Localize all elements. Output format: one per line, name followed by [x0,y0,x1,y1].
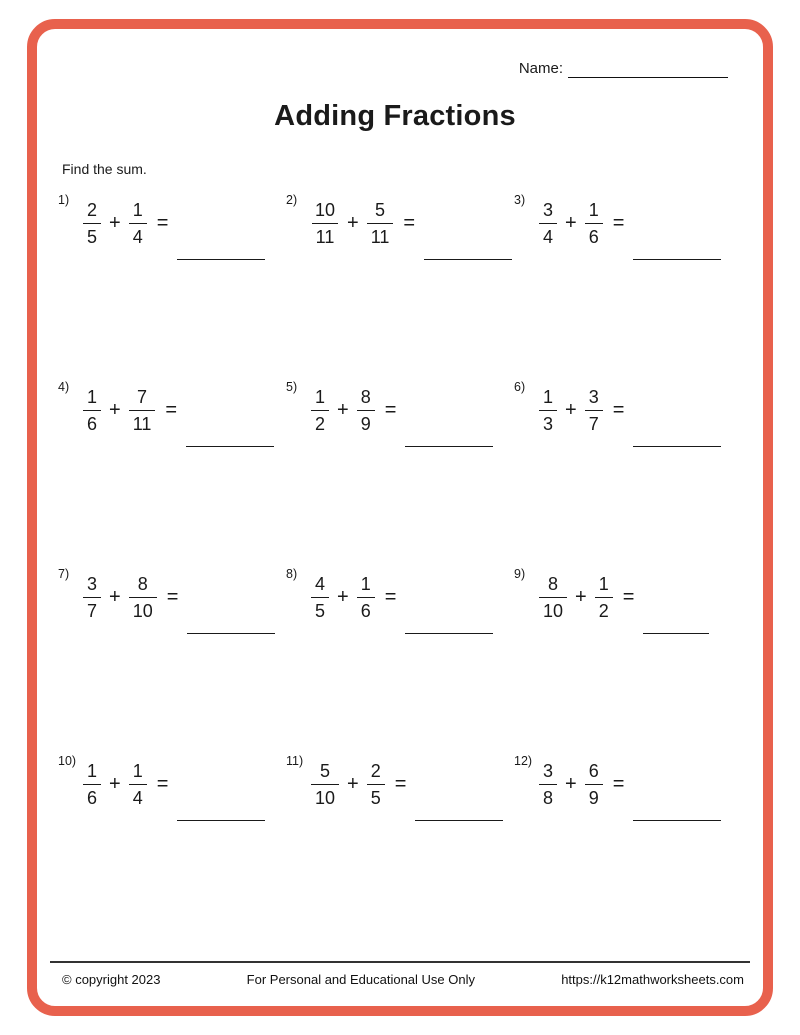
denominator: 2 [311,410,329,433]
fraction-1 [311,201,339,246]
denominator: 6 [83,784,101,807]
numerator: 1 [87,386,98,407]
answer-blank [633,259,721,260]
problem-4 [58,381,286,439]
numerator: 1 [132,760,143,781]
numerator: 1 [315,386,326,407]
problem-8 [286,568,514,626]
problem-11 [286,755,514,813]
problem-2 [286,194,514,252]
denominator: 5 [311,597,329,620]
problem-number: 3) [514,193,526,207]
numerator: 4 [315,573,326,594]
denominator: 5 [367,784,385,807]
numerator: 7 [137,386,148,407]
equals-sign: = [622,585,635,608]
fraction-1 [83,575,101,620]
denominator: 4 [129,223,147,246]
equals-sign: = [156,211,169,234]
answer-blank [177,820,265,821]
fraction-1 [539,575,567,620]
numerator: 5 [320,760,331,781]
denominator: 11 [312,223,339,246]
numerator: 1 [543,386,554,407]
denominator: 2 [595,597,613,620]
numerator: 5 [375,199,386,220]
denominator: 6 [83,410,101,433]
fraction-2 [357,388,375,433]
answer-blank [424,259,512,260]
plus-sign: + [565,211,577,234]
plus-sign: + [347,772,359,795]
answer-blank [633,446,721,447]
fraction-2 [129,388,156,433]
plus-sign: + [337,398,349,421]
fraction-2 [595,575,613,620]
fraction-2 [585,388,603,433]
numerator: 3 [543,199,554,220]
footer-divider [50,961,750,963]
numerator: 3 [87,573,98,594]
fraction-1 [539,201,557,246]
equals-sign: = [612,772,625,795]
plus-sign: + [109,772,121,795]
numerator: 8 [360,386,371,407]
answer-blank [177,259,265,260]
denominator: 7 [585,410,603,433]
denominator: 3 [539,410,557,433]
answer-blank [186,446,274,447]
denominator: 11 [367,223,394,246]
instruction-text: Find the sum. [62,161,147,177]
footer-usage-note: For Personal and Educational Use Only [246,972,476,987]
fraction-1 [83,762,101,807]
problem-12 [514,755,742,813]
denominator: 6 [585,223,603,246]
problem-number: 9) [514,567,526,581]
fraction-2 [129,762,147,807]
equals-sign: = [384,585,397,608]
problem-3 [514,194,742,252]
equals-sign: = [156,772,169,795]
answer-blank [643,633,709,634]
denominator: 8 [539,784,557,807]
equals-sign: = [384,398,397,421]
plus-sign: + [565,398,577,421]
problem-number: 5) [286,380,298,394]
name-label: Name: [518,60,563,77]
answer-blank [405,446,493,447]
fraction-1 [311,388,329,433]
fraction-2 [367,762,385,807]
fraction-1 [539,388,557,433]
fraction-2 [585,762,603,807]
name-blank-line [568,60,728,78]
problem-number: 6) [514,380,526,394]
equals-sign: = [165,398,178,421]
fraction-2 [585,201,603,246]
numerator: 2 [87,199,98,220]
name-row [519,60,728,78]
fraction-2 [367,201,394,246]
problem-number: 10) [58,754,77,768]
equals-sign: = [394,772,407,795]
numerator: 1 [588,199,599,220]
footer-copyright: © copyright 2023 [62,972,161,987]
plus-sign: + [109,398,121,421]
denominator: 9 [357,410,375,433]
plus-sign: + [337,585,349,608]
plus-sign: + [109,585,121,608]
equals-sign: = [403,211,416,234]
problem-number: 2) [286,193,298,207]
denominator: 4 [539,223,557,246]
problem-number: 11) [286,754,304,768]
fraction-2 [129,201,147,246]
numerator: 3 [588,386,599,407]
problem-10 [58,755,286,813]
fraction-2 [357,575,375,620]
denominator: 11 [129,410,156,433]
numerator: 2 [370,760,381,781]
problem-6 [514,381,742,439]
numerator: 8 [548,573,559,594]
problem-7 [58,568,286,626]
denominator: 5 [83,223,101,246]
answer-blank [405,633,493,634]
fraction-1 [311,762,339,807]
footer-url: https://k12mathworksheets.com [561,972,744,987]
plus-sign: + [109,211,121,234]
denominator: 4 [129,784,147,807]
plus-sign: + [565,772,577,795]
numerator: 10 [315,199,336,220]
denominator: 10 [129,597,157,620]
answer-blank [187,633,275,634]
problem-1 [58,194,286,252]
plus-sign: + [575,585,587,608]
fraction-1 [539,762,557,807]
problem-number: 12) [514,754,533,768]
numerator: 3 [543,760,554,781]
answer-blank [633,820,721,821]
page-title: Adding Fractions [274,100,516,132]
problem-number: 8) [286,567,298,581]
plus-sign: + [347,211,359,234]
numerator: 1 [360,573,371,594]
fraction-2 [129,575,157,620]
denominator: 10 [311,784,339,807]
numerator: 8 [137,573,148,594]
fraction-1 [83,388,101,433]
fraction-1 [311,575,329,620]
denominator: 6 [357,597,375,620]
problem-number: 4) [58,380,70,394]
numerator: 1 [598,573,609,594]
denominator: 7 [83,597,101,620]
equals-sign: = [166,585,179,608]
problem-9 [514,568,742,626]
answer-blank [415,820,503,821]
problem-5 [286,381,514,439]
numerator: 1 [87,760,98,781]
numerator: 6 [588,760,599,781]
numerator: 1 [132,199,143,220]
problem-number: 1) [58,193,70,207]
denominator: 10 [539,597,567,620]
problem-number: 7) [58,567,70,581]
equals-sign: = [612,398,625,421]
equals-sign: = [612,211,625,234]
fraction-1 [83,201,101,246]
denominator: 9 [585,784,603,807]
footer [62,972,744,987]
problems-grid [58,194,742,813]
